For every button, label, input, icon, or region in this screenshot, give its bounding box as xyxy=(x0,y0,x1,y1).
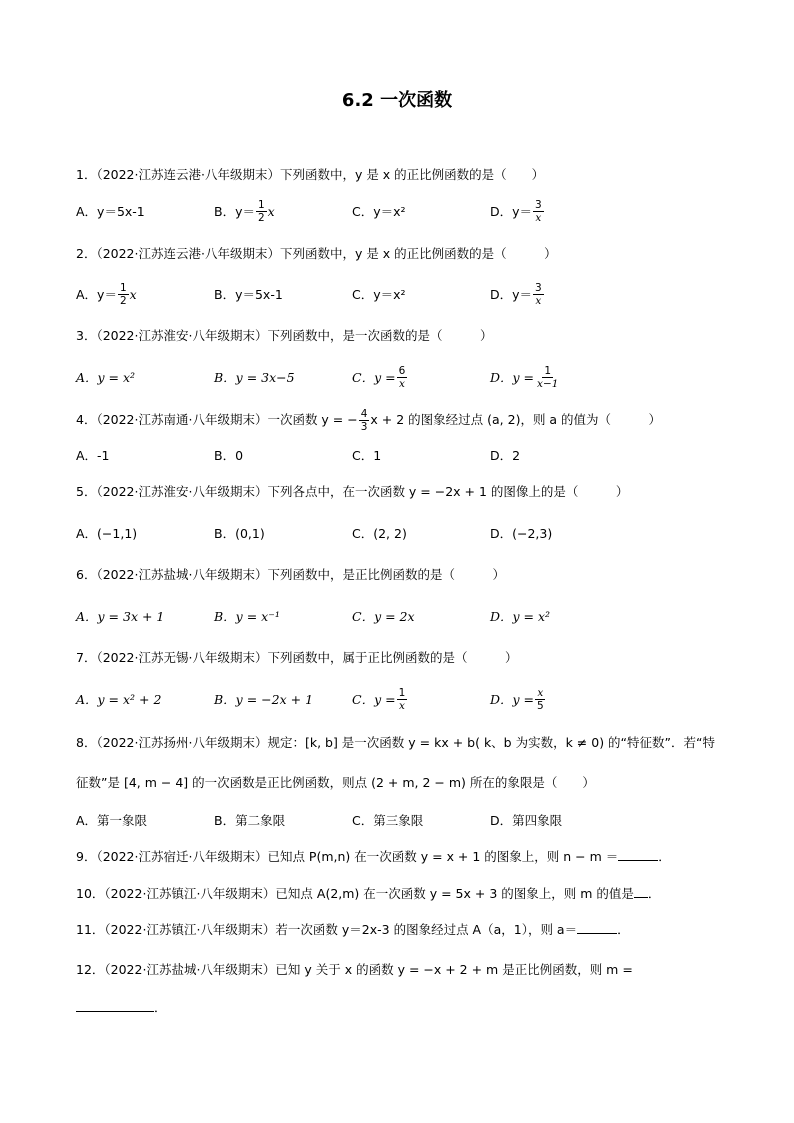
option-d[interactable]: D．y = $\frac{1}{x-1}$ xyxy=(490,364,559,390)
question-1-options xyxy=(76,196,716,226)
question-5-stem: 5．（2022·江苏淮安·八年级期末）下列各点中，在一次函数 y = −2x + 1 的图像上的是（ ） xyxy=(76,484,629,499)
answer-blank[interactable] xyxy=(76,999,154,1012)
question-6-options xyxy=(76,601,716,631)
answer-blank[interactable] xyxy=(634,885,648,898)
option-b[interactable]: B．第二象限 xyxy=(214,813,286,828)
answer-blank[interactable] xyxy=(577,921,617,934)
option-a[interactable]: A．y＝ $\frac{1}{2}$ x xyxy=(76,281,137,307)
question-6-stem: 6．（2022·江苏盐城·八年级期末）下列函数中，是正比例函数的是（ ） xyxy=(76,567,505,582)
question-7-options xyxy=(76,684,716,714)
option-c[interactable]: C．y = $\frac{6}{x}$ xyxy=(352,364,406,390)
question-3-stem: 3．（2022·江苏淮安·八年级期末）下列函数中，是一次函数的是（ ） xyxy=(76,328,493,343)
option-a[interactable]: A．y = 3x + 1 xyxy=(76,609,165,624)
option-a[interactable]: A．(−1,1) xyxy=(76,526,138,541)
option-a[interactable]: A．第一象限 xyxy=(76,813,148,828)
option-b[interactable]: B．y = 3x−5 xyxy=(214,370,295,385)
option-c[interactable]: C．(2, 2) xyxy=(352,526,407,541)
question-11: 11．（2022·江苏镇江·八年级期末）若一次函数 y＝2x-3 的图象经过点 A（a，1），则 a＝ ． xyxy=(76,922,630,937)
question-8-stem-line2: 征数”是 [4, m − 4] 的一次函数是正比例函数，则点 (2 + m, 2 − m) 所在的象限是（ ） xyxy=(76,775,595,790)
option-b[interactable]: B．y＝ $\frac{1}{2}$ x xyxy=(214,198,275,224)
question-3-options xyxy=(76,362,716,392)
option-b[interactable]: B．(0,1) xyxy=(214,526,265,541)
question-1-stem: 1．（2022·江苏连云港·八年级期末）下列函数中，y 是 x 的正比例函数的是（ ） xyxy=(76,167,545,182)
option-d[interactable]: D．2 xyxy=(490,448,521,463)
question-7-stem: 7．（2022·江苏无锡·八年级期末）下列函数中，属于正比例函数的是（ ） xyxy=(76,650,518,665)
question-9: 9．（2022·江苏宿迁·八年级期末）已知点 P(m,n) 在一次函数 y = x + 1 的图象上，则 n − m ＝ ． xyxy=(76,849,671,864)
option-b[interactable]: B．y = −2x + 1 xyxy=(214,692,314,707)
question-5-options xyxy=(76,518,716,548)
answer-blank[interactable] xyxy=(618,848,658,861)
page-title: 6.2 一次函数 xyxy=(341,90,453,111)
question-4-stem: 4．（2022·江苏南通·八年级期末）一次函数 y = − $\frac{4}{3}$ x + 2 的图象经过点 (a, 2)，则 a 的值为（ ） xyxy=(76,408,662,433)
option-a[interactable]: A．-1 xyxy=(76,448,110,463)
option-b[interactable]: B．y＝5x-1 xyxy=(214,287,283,302)
option-b[interactable]: B．0 xyxy=(214,448,244,463)
option-a[interactable]: A．y = x² + 2 xyxy=(76,692,162,707)
option-d[interactable]: D．第四象限 xyxy=(490,813,563,828)
question-8-options xyxy=(76,805,716,835)
option-c[interactable]: C．y = $\frac{1}{x}$ xyxy=(352,686,406,712)
option-c[interactable]: C．1 xyxy=(352,448,382,463)
option-d[interactable]: D．y = x² xyxy=(490,609,551,624)
question-12-answer-line: ． xyxy=(76,998,716,1018)
question-4-options xyxy=(76,440,716,470)
option-c[interactable]: C．第三象限 xyxy=(352,813,424,828)
option-d[interactable]: D．(−2,3) xyxy=(490,526,553,541)
option-d[interactable]: D．y＝ $\frac{3}{x}$ xyxy=(490,281,542,307)
option-d[interactable]: D．y = $\frac{x}{5}$ xyxy=(490,686,544,712)
option-c[interactable]: C．y = 2x xyxy=(352,609,415,624)
option-b[interactable]: B．y = x⁻¹ xyxy=(214,609,280,624)
question-12-stem: 12．（2022·江苏盐城·八年级期末）已知 y 关于 x 的函数 y = −x + 2 + m 是正比例函数，则 m = xyxy=(76,962,633,977)
question-8-stem-line1: 8．（2022·江苏扬州·八年级期末）规定：[k, b] 是一次函数 y = kx + b( k、b 为实数，k ≠ 0) 的“特征数”．若“特 xyxy=(76,735,715,750)
option-d[interactable]: D．y＝ $\frac{3}{x}$ xyxy=(490,198,542,224)
question-2-options xyxy=(76,279,716,309)
question-2-stem: 2．（2022·江苏连云港·八年级期末）下列函数中，y 是 x 的正比例函数的是（ ） xyxy=(76,246,557,261)
question-10: 10．（2022·江苏镇江·八年级期末）已知点 A(2,m) 在一次函数 y = 5x + 3 的图象上，则 m 的值是 ． xyxy=(76,886,661,901)
option-a[interactable]: A．y = x² xyxy=(76,370,136,385)
option-a[interactable]: A．y＝5x-1 xyxy=(76,204,145,219)
option-c[interactable]: C．y＝x² xyxy=(352,204,406,219)
option-c[interactable]: C．y＝x² xyxy=(352,287,406,302)
